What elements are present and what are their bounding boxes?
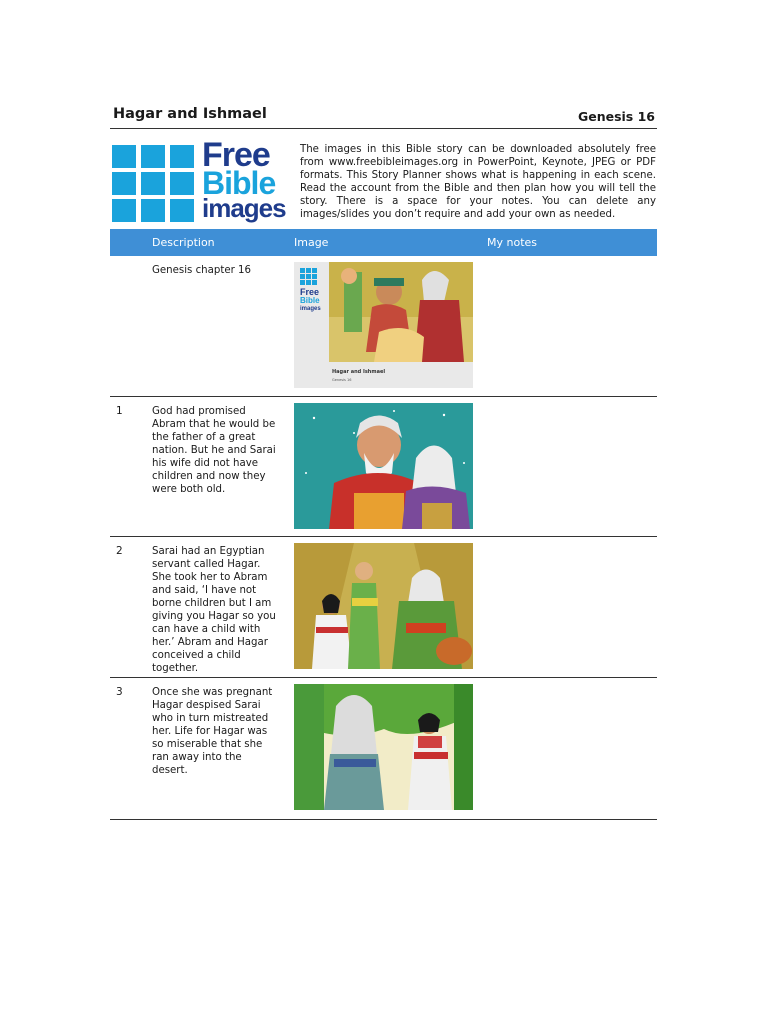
title-row bbox=[110, 106, 657, 128]
intro-paragraph: The images in this Bible story can be downloaded absolutely free from www.freebibleimages.org in PowerPoint, Keynote, JPEG or PDF formats. This Story Planner shows what is happening in each scene. Read the account from the Bible and then plan how you will tell the story. There is a space for your notes. You can delete any images/slides you don’t require and add your own as needed. bbox=[300, 144, 656, 220]
scene-image-title-slide bbox=[294, 262, 473, 388]
column-header-notes: My notes bbox=[487, 236, 538, 249]
logo-word-free: Free bbox=[202, 136, 270, 174]
notes-cell[interactable] bbox=[487, 264, 652, 384]
slide-subtitle: Genesis 16 bbox=[332, 378, 352, 382]
free-bible-images-logo bbox=[112, 136, 286, 227]
logo-word-images: images bbox=[202, 193, 286, 223]
notes-cell[interactable] bbox=[487, 405, 652, 525]
slide-title: Hagar and Ishmael bbox=[332, 369, 386, 375]
scene-description: Genesis chapter 16 bbox=[152, 265, 251, 276]
column-header-image: Image bbox=[294, 236, 329, 249]
logo-word-bible: Bible bbox=[202, 165, 276, 201]
table-row bbox=[110, 537, 657, 678]
title-divider bbox=[110, 128, 657, 129]
bible-reference: Genesis 16 bbox=[577, 109, 655, 124]
scene-number: 3 bbox=[116, 686, 123, 698]
scene-image-sarai-and-hagar bbox=[294, 684, 473, 810]
logo-grid-icon bbox=[112, 145, 194, 223]
table-header bbox=[110, 229, 657, 256]
table-row bbox=[110, 256, 657, 397]
table-row bbox=[110, 678, 657, 820]
scene-number: 2 bbox=[116, 545, 123, 557]
table-row bbox=[110, 397, 657, 537]
logo-wordmark bbox=[202, 136, 286, 223]
scene-number: 1 bbox=[116, 405, 123, 417]
page-title: Hagar and Ishmael bbox=[113, 106, 267, 122]
scene-description: God had promised Abram that he would be the father of a great nation. But he and Sarai his wife did not have children and now they were both old. bbox=[152, 406, 276, 495]
row-divider bbox=[110, 819, 657, 820]
slide-logo-free: Free bbox=[300, 287, 320, 297]
scene-image-abram-sarai-night bbox=[294, 403, 473, 529]
slide-logo-images: images bbox=[300, 306, 321, 312]
slide-logo-bible: Bible bbox=[300, 296, 320, 305]
scene-description: Once she was pregnant Hagar despised Sarai who in turn mistreated her. Life for Hagar was so miserable that she ran away into the desert. bbox=[152, 687, 273, 776]
column-header-description: Description bbox=[152, 236, 215, 249]
notes-cell[interactable] bbox=[487, 545, 652, 665]
notes-cell[interactable] bbox=[487, 686, 652, 806]
scene-image-hagar-to-abram bbox=[294, 543, 473, 669]
scene-description: Sarai had an Egyptian servant called Hagar. She took her to Abram and said, ‘I have not borne children but I am giving you Hagar so you can have a child with her.’ Abram and Hagar conceived a child together. bbox=[152, 546, 276, 674]
